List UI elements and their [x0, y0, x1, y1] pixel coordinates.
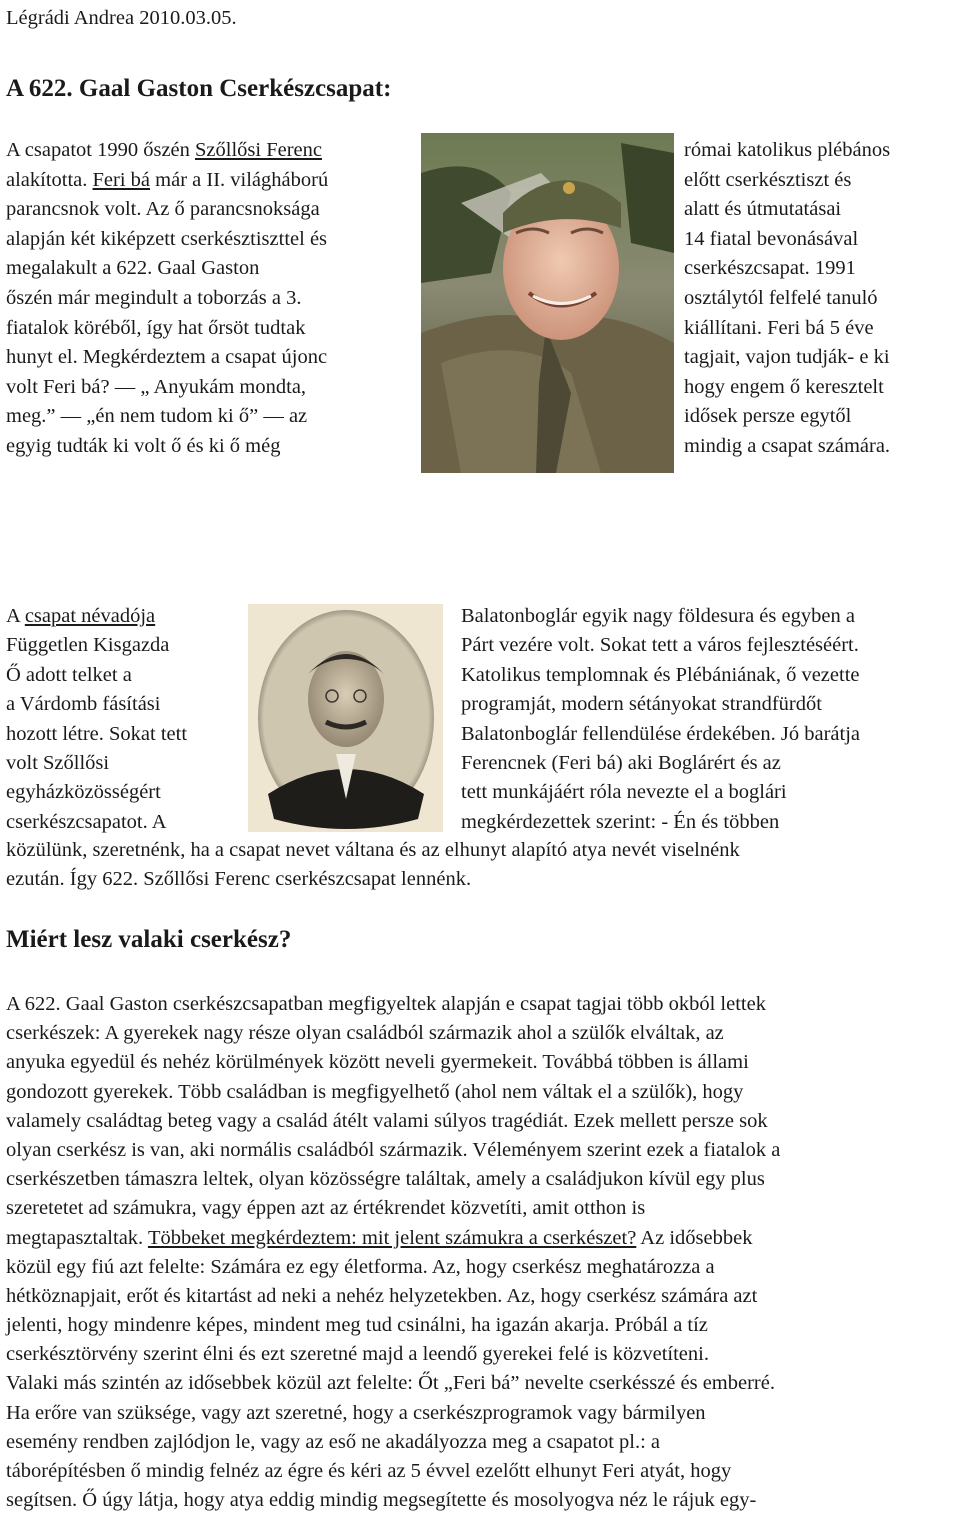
text-line: tagjait, vajon tudják- e ki [684, 346, 890, 369]
text-line [6, 314, 406, 344]
text-span: hozott létre. Sokat tett [6, 722, 188, 745]
text-line [6, 1486, 960, 1515]
text-span: már a II. világháború [150, 168, 329, 191]
text-line [6, 284, 406, 314]
text-span: volt Szőllősi [6, 751, 110, 774]
text-line [6, 1048, 960, 1077]
scoutmaster-photo [421, 133, 674, 473]
text-line [6, 402, 406, 432]
text-line [6, 1282, 960, 1311]
text-line [6, 778, 246, 807]
text-span: megtapasztaltak. [6, 1226, 148, 1249]
text-line [6, 1369, 960, 1398]
text-line [6, 166, 406, 196]
text-span: szeretetet ad számukra, vagy éppen azt az értékrendet közvetíti, amit otthon is [6, 1197, 646, 1220]
text-line [6, 808, 246, 837]
text-span: A csapatot 1990 őszén [6, 139, 196, 161]
text-span: gondozott gyerekek. Több családban is megfigyelhető (ahol nem váltak el a szülők), hogy [6, 1080, 744, 1103]
text-line [6, 1399, 960, 1428]
section2-left-column [6, 602, 246, 837]
text-line: mindig a csapat számára. [684, 434, 891, 457]
text-line [6, 631, 246, 660]
section3-body [6, 990, 960, 1515]
text-line: kiállítani. Feri bá 5 éve [684, 316, 874, 339]
text-line: ezután. Így 622. Szőllősi Ferenc cserkészcsapat lennénk. [6, 868, 472, 891]
text-line [6, 1165, 960, 1194]
text-span: egyig tudták ki volt ő és ki ő még [6, 434, 281, 457]
text-line: idősek persze egytől [684, 405, 852, 428]
page-title: A 622. Gaal Gaston Cserkészcsapat: [6, 75, 392, 102]
text-line: római katolikus plébános [684, 139, 891, 161]
namesake-portrait [248, 604, 443, 832]
text-line: közülünk, szeretnénk, ha a csapat nevet váltana és az elhunyt alapító atya nevét viselnénk [6, 839, 740, 861]
text-span: cserkészetben támaszra leltek, olyan közösségre találtak, amely a családjukon kívül egy plus [6, 1168, 765, 1191]
underlined-link[interactable]: csapat névadója [24, 605, 156, 627]
text-span: esemény rendben zajlódjon le, vagy az eső ne akadályozza meg a csapatot pl.: a [6, 1430, 661, 1453]
text-span: táborépítésben ő mindig felnéz az égre és kéri az 5 évvel ezelőtt elhunyt Feri atyát, hogy [6, 1460, 732, 1482]
text-span: valamely családtag beteg vagy a család átélt valami súlyos tragédiát. Ezek mellett persze sok [6, 1109, 768, 1132]
text-line [6, 602, 246, 631]
text-line: Balatonboglár egyik nagy földesura és egyben a [461, 605, 855, 627]
text-line [6, 432, 406, 462]
text-span: A 622. Gaal Gaston cserkészcsapatban megfigyeltek alapján e csapat tagjai több okból lettek [6, 993, 766, 1015]
text-span: Valaki más szintén az idősebbek közül azt felelte: Őt „Feri bá” nevelte cserkésszé és emberré. [6, 1372, 775, 1395]
text-span: hunyt el. Megkérdeztem a csapat újonc [6, 346, 328, 369]
underlined-link[interactable]: Feri bá [92, 168, 151, 191]
text-line: Párt vezére volt. Sokat tett a város fejlesztéséért. [461, 634, 859, 657]
text-line [6, 1224, 960, 1253]
text-line [6, 1311, 960, 1340]
text-line: tett munkájáért róla nevezte el a boglári [461, 781, 787, 804]
text-line: Ferencnek (Feri bá) aki Boglárért és az [461, 751, 781, 774]
text-line [6, 1194, 960, 1223]
page-header: Légrádi Andrea 2010.03.05. [6, 7, 237, 29]
text-span: jelenti, hogy mindenre képes, mindent meg tud csinálni, ha igazán akarja. Próbál a tíz [6, 1314, 708, 1337]
text-line [6, 343, 406, 373]
text-line: megkérdezettek szerint: - Én és többen [461, 810, 780, 833]
text-span: cserkészcsapatot. A [6, 810, 167, 833]
text-span: alapján két kiképzett cserkésztiszttel és [6, 227, 328, 250]
section3-heading: Miért lesz valaki cserkész? [6, 926, 292, 953]
underlined-link[interactable]: Szőllősi Ferenc [195, 139, 322, 161]
text-line [6, 1107, 960, 1136]
text-line [6, 225, 406, 255]
text-span: anyuka egyedül és nehéz körülmények között neveli gyermekeit. Továbbá többen is állami [6, 1051, 749, 1074]
text-line [6, 195, 406, 225]
text-line [6, 1019, 960, 1048]
text-line: Katolikus templomnak és Plébániának, ő vezette [461, 663, 860, 686]
text-line [6, 1457, 960, 1486]
text-line: cserkészcsapat. 1991 [684, 257, 856, 280]
text-span: őszén már megindult a toborzás a 3. [6, 286, 302, 309]
text-line: alatt és útmutatásai [684, 198, 842, 221]
text-line: Balatonboglár fellendülése érdekében. Jó barátja [461, 722, 861, 745]
namesake-photo [248, 604, 443, 832]
text-line [6, 136, 406, 166]
text-span: meg.” ― „én nem tudom ki ő” ― az [6, 405, 308, 428]
text-span: alakította. [6, 168, 93, 191]
text-span: Ha erőre van szüksége, vagy azt szeretné, hogy a cserkészprogramok vagy bármilyen [6, 1401, 706, 1424]
section1-left-column [6, 136, 406, 462]
text-span: fiatalok köréből, így hat őrsöt tudtak [6, 316, 306, 339]
text-span: A [6, 605, 25, 627]
text-line: programját, modern sétányokat strandfürdőt [461, 693, 822, 716]
scoutmaster-portrait [421, 133, 674, 473]
text-line [6, 1078, 960, 1107]
underlined-link[interactable]: Többeket megkérdeztem: mit jelent számukra a cserkészet? [147, 1226, 637, 1249]
text-span: cserkésztörvény szerint élni és ezt szeretné majd a leendő gyerekei felé is közvetíteni. [6, 1343, 709, 1366]
text-line [6, 990, 960, 1019]
text-span: a Várdomb fásítási [6, 693, 161, 716]
text-line [6, 254, 406, 284]
text-line [6, 373, 406, 403]
text-line [6, 1136, 960, 1165]
text-span: megalakult a 622. Gaal Gaston [6, 257, 260, 280]
section1-right-column [684, 136, 960, 462]
text-span: volt Feri bá? ― „ Anyukám mondta, [6, 375, 307, 398]
text-line [6, 720, 246, 749]
section2-right-column [461, 602, 960, 837]
text-span: parancsnok volt. Az ő parancsnoksága [6, 198, 320, 221]
text-line: hogy engem ő keresztelt [684, 375, 884, 398]
text-span: cserkészek: A gyerekek nagy része olyan családból származik ahol a szülők elváltak, az [6, 1022, 724, 1045]
text-line [6, 690, 246, 719]
text-line: előtt cserkésztiszt és [684, 168, 852, 191]
text-span: olyan cserkész is van, aki normális családból származik. Véleményem szerint ezek a fiatalok a [6, 1138, 781, 1161]
text-span: hétköznapjait, erőt és kitartást ad neki a nehéz helyzetekben. Az, hogy cserkész számára azt [6, 1284, 758, 1307]
text-span: Ő adott telket a [6, 663, 132, 686]
text-span: segítsen. Ő úgy látja, hogy atya eddig mindig megsegítette és mosolyogva néz le rájuk egy- [6, 1489, 757, 1512]
text-line [6, 1253, 960, 1282]
text-line [6, 661, 246, 690]
text-line [6, 1428, 960, 1457]
text-span: egyházközösségért [6, 781, 161, 804]
text-span: Független Kisgazda [6, 634, 170, 657]
text-span: közül egy fiú azt felelte: Számára ez egy életforma. Az, hogy cserkész meghatározza a [6, 1255, 715, 1278]
text-line: 14 fiatal bevonásával [684, 227, 859, 250]
text-span: Az idősebbek [636, 1226, 753, 1249]
text-line [6, 749, 246, 778]
text-line [6, 1340, 960, 1369]
text-line: osztálytól felfelé tanuló [684, 286, 878, 309]
section2-full-lines [6, 836, 956, 895]
